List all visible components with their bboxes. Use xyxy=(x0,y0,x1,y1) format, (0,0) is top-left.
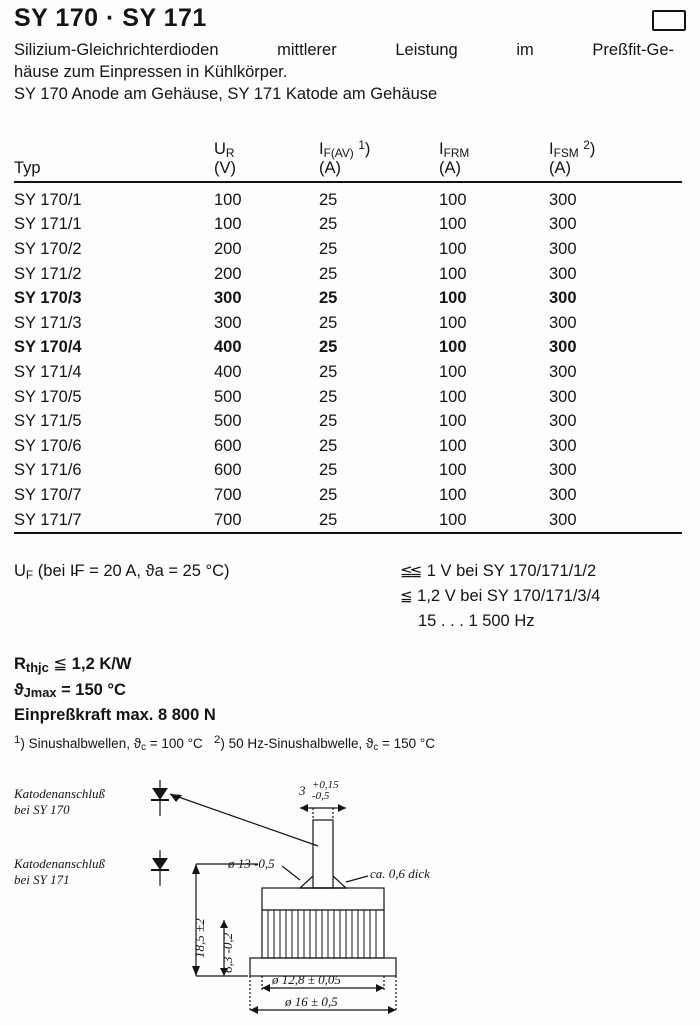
cell-ur: 400 xyxy=(214,338,242,357)
cell-ifrm: 100 xyxy=(439,412,467,431)
uf-value-2: ≦ 1,2 V bei SY 170/171/3/4 xyxy=(400,587,601,605)
cell-ur: 200 xyxy=(214,239,242,258)
thermal-block xyxy=(14,652,682,729)
description-line-3: SY 170 Anode am Gehäuse, SY 171 Katode am Gehäuse xyxy=(14,84,438,103)
cell-ifrm: 100 xyxy=(439,510,467,529)
uf-condition: $U_F$ (bei I̵F = 20 A, ϑa = 25 °C) xyxy=(14,562,230,582)
dimension-drawing xyxy=(0,768,700,1026)
dim-top-diameter: ø 13 -0,5 xyxy=(228,856,275,871)
cell-ur: 700 xyxy=(214,485,242,504)
table-row xyxy=(14,409,682,434)
dim-knurl-diameter: ø 12,8 ± 0,05 xyxy=(272,972,341,987)
cell-ur: 100 xyxy=(214,190,242,209)
dim-pin-tol-lower: -0,5 xyxy=(312,790,330,802)
cell-typ: SY 170/2 xyxy=(14,239,82,258)
cell-ifav: 25 xyxy=(319,190,338,209)
cell-ifsm: 300 xyxy=(549,461,577,480)
cell-ifsm: 300 xyxy=(549,190,577,209)
label-katode-sy170-line1: Katodenanschluß xyxy=(14,786,105,801)
cell-ur: 500 xyxy=(214,412,242,431)
cell-typ: SY 170/7 xyxy=(14,485,82,504)
cell-ifrm: 100 xyxy=(439,264,467,283)
dim-flange-diameter: ø 16 ± 0,5 xyxy=(285,994,338,1009)
cell-ifav: 25 xyxy=(319,313,338,332)
dim-disc-thickness: ca. 0,6 dick xyxy=(370,866,430,881)
cell-typ: SY 171/6 xyxy=(14,461,82,480)
header-ifrm-unit: (A) xyxy=(439,159,461,177)
cell-typ: SY 171/1 xyxy=(14,215,82,234)
cell-ifav: 25 xyxy=(319,362,338,381)
cell-typ: SY 170/5 xyxy=(14,387,82,406)
cell-ifav: 25 xyxy=(319,461,338,480)
cell-ifav: 25 xyxy=(319,485,338,504)
cell-ur: 500 xyxy=(214,387,242,406)
uf-row-3 xyxy=(14,612,682,637)
cell-ifrm: 100 xyxy=(439,289,467,308)
cell-ifsm: 300 xyxy=(549,362,577,381)
table-header-units xyxy=(14,159,682,182)
dim-total-height: 18,5 ±2 xyxy=(192,918,207,958)
cell-ifav: 25 xyxy=(319,289,338,308)
rth-value: $R_{thjc}$ ≦ 1,2 K/W xyxy=(14,655,132,675)
label-katode-sy170-line2: bei SY 170 xyxy=(14,802,70,817)
cell-ifav: 25 xyxy=(319,510,338,529)
uf-condition-text: (bei I̵F = 20 A, ϑa = 25 °C) xyxy=(37,562,230,580)
footnotes: $^1$) Sinushalbwellen, $ϑ_c = 100$ °C $^2$) 50 Hz-Sinushalbwelle, $ϑ_c = 150$ °C xyxy=(14,733,436,753)
header-ifsm: $I_{FSM}$ $^2$) xyxy=(549,137,596,160)
cell-ifrm: 100 xyxy=(439,313,467,332)
cell-ifrm: 100 xyxy=(439,387,467,406)
table-row xyxy=(14,213,682,238)
tjmax-value: $ϑ_{Jmax} = 150$ °C xyxy=(14,680,126,701)
table-row xyxy=(14,508,682,534)
cell-ifsm: 300 xyxy=(549,510,577,529)
table-header-symbols xyxy=(14,140,682,159)
description-block xyxy=(14,40,674,106)
cell-typ: SY 171/4 xyxy=(14,362,82,381)
cell-ifav: 25 xyxy=(319,215,338,234)
cell-ifav: 25 xyxy=(319,264,338,283)
press-force: Einpreßkraft max. 8 800 N xyxy=(14,706,216,725)
table-row xyxy=(14,262,682,287)
uf-value-1: ≦≦ 1 V bei SY 170/171/1/2 xyxy=(400,562,597,580)
header-typ xyxy=(14,140,214,159)
parameters-block xyxy=(14,562,682,751)
cell-ur: 700 xyxy=(214,510,242,529)
cell-ifrm: 100 xyxy=(439,215,467,234)
header-ifrm: $I_{FRM}$ xyxy=(439,140,470,160)
header-typ-label: Typ xyxy=(14,159,41,177)
cell-ifrm: 100 xyxy=(439,190,467,209)
description-line-1: Silizium-Gleichrichterdioden mittlerer Leistung im Preßfit-Ge- xyxy=(14,41,674,59)
cell-ifrm: 100 xyxy=(439,362,467,381)
label-katode-sy171-line1: Katodenanschluß xyxy=(14,856,105,871)
cell-ifsm: 300 xyxy=(549,436,577,455)
cell-ifrm: 100 xyxy=(439,461,467,480)
cell-ifsm: 300 xyxy=(549,264,577,283)
table-row xyxy=(14,286,682,311)
cell-ifav: 25 xyxy=(319,387,338,406)
cell-ifsm: 300 xyxy=(549,387,577,406)
dim-body-height: 6,3 -0,2 xyxy=(220,932,235,973)
table-row xyxy=(14,237,682,262)
cell-ifsm: 300 xyxy=(549,289,577,308)
cell-ifsm: 300 xyxy=(549,313,577,332)
cell-ifrm: 100 xyxy=(439,239,467,258)
cell-ifrm: 100 xyxy=(439,485,467,504)
header-ifsm-unit: (A) xyxy=(549,159,571,177)
cell-typ: SY 171/7 xyxy=(14,510,82,529)
description-line-2: häuse zum Einpressen in Kühlkörper. xyxy=(14,62,288,81)
drawing-svg xyxy=(0,768,700,1026)
header-ifav-unit: (A) xyxy=(319,159,341,177)
specification-table xyxy=(14,137,682,534)
cell-typ: SY 171/2 xyxy=(14,264,82,283)
table-row xyxy=(14,483,682,508)
label-katode-sy171-line2: bei SY 171 xyxy=(14,872,70,887)
page-title: SY 170 · SY 171 xyxy=(14,4,207,32)
table-row xyxy=(14,360,682,385)
table-row xyxy=(14,311,682,336)
uf-row-2 xyxy=(14,587,682,612)
cell-ifsm: 300 xyxy=(549,485,577,504)
cell-ifav: 25 xyxy=(319,436,338,455)
uf-frequency: 15 . . . 1 500 Hz xyxy=(418,612,535,630)
cell-typ: SY 171/3 xyxy=(14,313,82,332)
cell-typ: SY 171/5 xyxy=(14,412,82,431)
cell-ifsm: 300 xyxy=(549,239,577,258)
cell-ifrm: 100 xyxy=(439,338,467,357)
cell-ur: 300 xyxy=(214,289,242,308)
cell-ifav: 25 xyxy=(319,412,338,431)
cell-typ: SY 170/3 xyxy=(14,289,82,308)
header-ifav: $I_{F(AV)}$ $^1$) xyxy=(319,137,371,160)
header-ur: $U_R$ xyxy=(214,140,235,160)
table-body xyxy=(14,182,682,533)
cell-ifsm: 300 xyxy=(549,338,577,357)
cell-ifsm: 300 xyxy=(549,215,577,234)
table-row xyxy=(14,434,682,459)
table-row xyxy=(14,459,682,484)
cell-ifav: 25 xyxy=(319,338,338,357)
dim-pin-width: 3 xyxy=(299,783,306,798)
cell-ur: 400 xyxy=(214,362,242,381)
cell-ifsm: 300 xyxy=(549,412,577,431)
uf-row-1 xyxy=(14,562,682,587)
header-ur-unit: (V) xyxy=(214,159,236,177)
cell-typ: SY 170/1 xyxy=(14,190,82,209)
cell-ur: 200 xyxy=(214,264,242,283)
uf-value-1-text: 1 V bei SY 170/171/1/2 xyxy=(426,562,597,580)
dim-pin-tol-upper: +0,15 xyxy=(312,779,339,791)
table-row xyxy=(14,182,682,213)
table-row xyxy=(14,385,682,410)
cell-typ: SY 170/4 xyxy=(14,338,82,357)
cell-typ: SY 170/6 xyxy=(14,436,82,455)
cell-ur: 300 xyxy=(214,313,242,332)
cell-ur: 600 xyxy=(214,436,242,455)
table-row xyxy=(14,336,682,361)
header xyxy=(14,6,686,31)
cell-ifrm: 100 xyxy=(439,436,467,455)
cell-ur: 600 xyxy=(214,461,242,480)
uf-value-2-text: 1,2 V bei SY 170/171/3/4 xyxy=(417,587,601,605)
cell-ifav: 25 xyxy=(319,239,338,258)
cell-ur: 100 xyxy=(214,215,242,234)
rectangular-case-icon xyxy=(652,10,686,31)
